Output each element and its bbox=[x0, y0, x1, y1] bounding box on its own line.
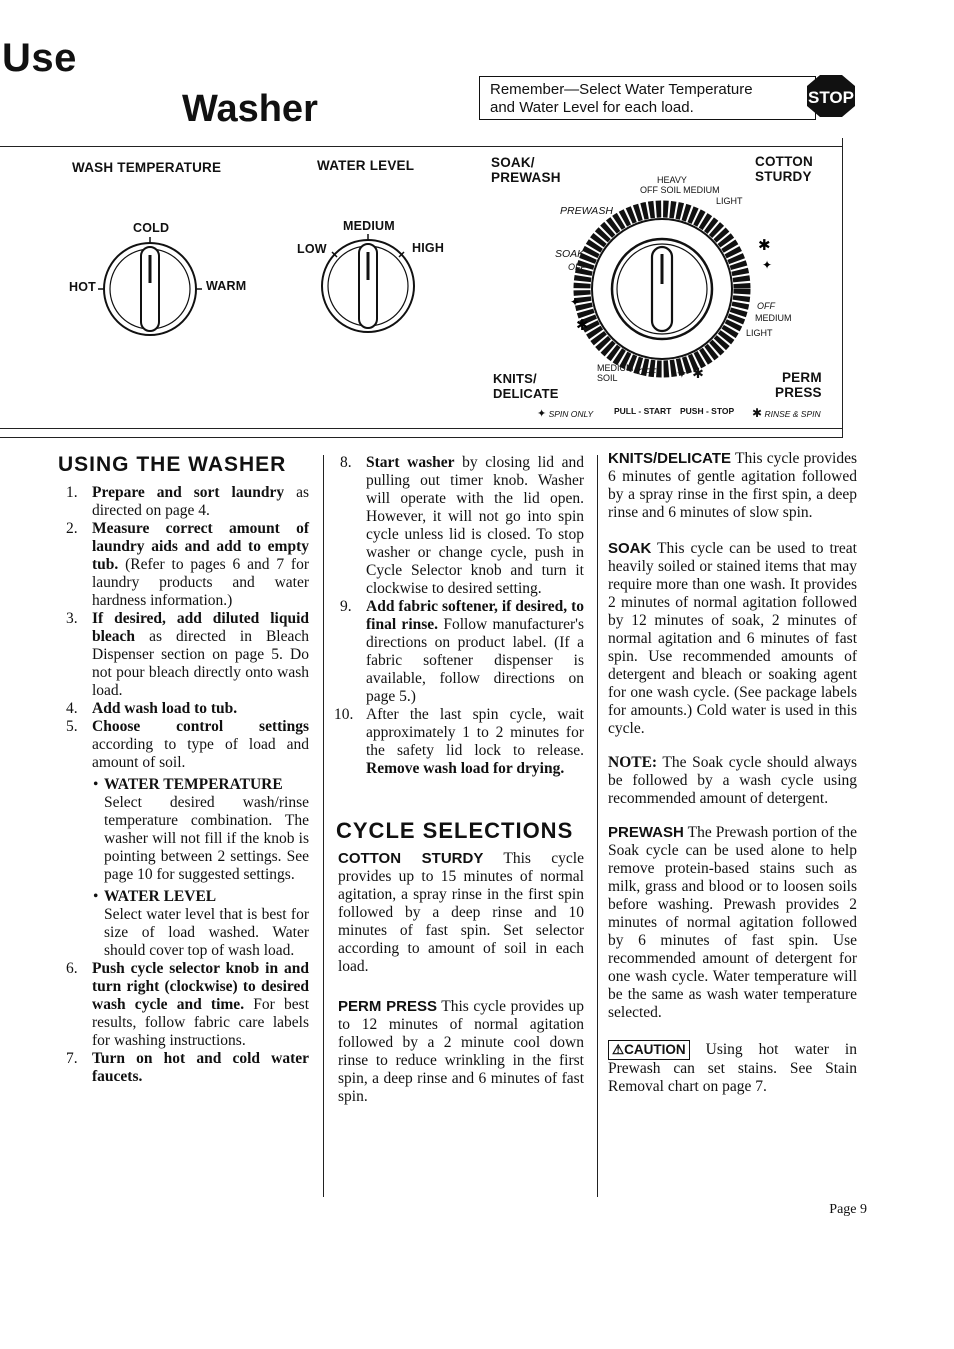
list-item bbox=[58, 700, 309, 718]
perm-press-text: This cycle provides up to 12 minutes of normal agitation followed by a 2 minute cool down rinse to reduce wrinkling in the first spin, a deep rinse and 6 minutes of fast spin. bbox=[338, 998, 584, 1105]
water-level-label: WATER LEVEL bbox=[317, 158, 415, 173]
list-number: 3. bbox=[66, 610, 78, 627]
temp-cold-label: COLD bbox=[133, 221, 170, 235]
reminder-line-1: Remember—Select Water Temperature bbox=[490, 81, 753, 98]
list-item bbox=[332, 598, 584, 706]
knits-delicate-paragraph bbox=[608, 450, 857, 522]
spin-icon: ✦ bbox=[762, 258, 773, 272]
press-line: PRESS bbox=[775, 385, 822, 400]
prewash-paragraph bbox=[608, 824, 857, 1022]
list-item-bold: Prepare and sort laundry bbox=[92, 484, 285, 501]
medium-soil-bottom-label bbox=[597, 363, 634, 383]
push-stop-label: PUSH - STOP bbox=[680, 406, 735, 416]
prewash-heading: PREWASH bbox=[608, 824, 684, 841]
list-item bbox=[58, 718, 309, 772]
note-paragraph bbox=[608, 754, 857, 808]
rinse-spin-icon: ✱ bbox=[576, 316, 589, 334]
list-item bbox=[58, 520, 309, 610]
list-number: 9. bbox=[340, 598, 352, 615]
column-divider-2 bbox=[597, 455, 598, 1197]
prewash-dial-label: PREWASH bbox=[560, 205, 613, 217]
diagram-bottom-rule-2 bbox=[0, 437, 843, 438]
medium-bottom-line: MEDIUM bbox=[597, 363, 634, 373]
knits-line: KNITS/ bbox=[493, 371, 537, 386]
knits-delicate-label bbox=[493, 371, 559, 401]
soil-bottom-line: SOIL bbox=[597, 373, 618, 383]
cycle-selector-knob[interactable] bbox=[568, 192, 773, 387]
list-number: 2. bbox=[66, 520, 78, 537]
list-number: 7. bbox=[66, 1050, 78, 1067]
perm-press-paragraph bbox=[338, 998, 584, 1106]
legend-rinse-spin bbox=[752, 406, 821, 420]
prewash-text: The Prewash portion of the Soak cycle can be used alone to help remove protein-based stains such as milk, grass and blood or to loosen soils before washing. Prewash provides 2 minutes of normal agitation followed by 6 minutes of fast spin. Use recommended amount of detergent for one wash cycle. Water temperature will be the same as wash water temperature selected. bbox=[608, 824, 857, 1021]
soak-prewash-line-2: PREWASH bbox=[491, 170, 561, 185]
list-item-text: After the last spin cycle, wait approximately 1 to 2 minutes for the safety lid lock to release. bbox=[366, 706, 584, 759]
legend-spin-only bbox=[537, 407, 593, 420]
heavy-label: HEAVY bbox=[657, 175, 687, 185]
perm-press-heading: PERM PRESS bbox=[338, 998, 438, 1015]
list-item-bold: Add wash load to tub. bbox=[92, 700, 238, 717]
knits-delicate-text: This cycle provides 6 minutes of gentle agitation followed by a spray rinse in the first spin, a deep rinse and 6 minutes of slow spin. bbox=[608, 450, 857, 521]
bullet-dot: • bbox=[93, 776, 99, 793]
spin-only-text: SPIN ONLY bbox=[548, 409, 594, 419]
medium-right-label: MEDIUM bbox=[755, 313, 792, 323]
list-item-bold: Turn on hot and cold water faucets. bbox=[92, 1050, 309, 1085]
sturdy-line: STURDY bbox=[755, 169, 812, 184]
list-item-bold: Add fabric softener, if desired, to final rinse. bbox=[366, 598, 584, 633]
list-item-bold: If desired, add diluted liquid bleach bbox=[92, 610, 309, 645]
soak-prewash-label bbox=[491, 155, 561, 185]
diagram-top-rule bbox=[0, 146, 843, 147]
list-item-bold: Push cycle selector knob in and turn right (clockwise) to desired wash cycle and time. bbox=[92, 960, 309, 1013]
perm-line: PERM bbox=[781, 370, 822, 385]
spin-icon: ✦ bbox=[570, 295, 581, 309]
list-number: 10. bbox=[334, 706, 354, 723]
water-level-knob[interactable] bbox=[310, 228, 430, 338]
knits-delicate-heading: KNITS/DELICATE bbox=[608, 450, 732, 467]
list-item-text: Follow manufacturer's directions on product label. (If a fabric softener dispenser is available, follow directions on page 5.) bbox=[366, 616, 584, 705]
off-bottom-label: OFF bbox=[638, 367, 656, 377]
list-number: 4. bbox=[66, 700, 78, 717]
delicate-line: DELICATE bbox=[493, 386, 559, 401]
column-divider-1 bbox=[323, 455, 324, 1197]
column-cycle-details bbox=[608, 450, 857, 1096]
off-left-label: OFF bbox=[568, 262, 586, 272]
diagram-right-rule bbox=[842, 138, 843, 438]
wash-temperature-knob[interactable] bbox=[90, 235, 210, 345]
temp-warm-label: WARM bbox=[206, 279, 247, 293]
reminder-box bbox=[479, 76, 816, 120]
list-item bbox=[58, 484, 309, 520]
page-title: Washer bbox=[182, 88, 318, 130]
wash-temperature-label: WASH TEMPERATURE bbox=[72, 160, 222, 175]
list-item-bold: Measure correct amount of laundry aids and add to empty tub. bbox=[92, 520, 309, 573]
bullet-heading: WATER LEVEL bbox=[104, 888, 217, 905]
level-high-label: HIGH bbox=[412, 241, 445, 255]
note-text: The Soak cycle should always be followed by a wash cycle using recommended amount of detergent. bbox=[608, 754, 857, 807]
stop-sign-icon bbox=[806, 74, 856, 118]
list-item-bold: Choose control settings bbox=[92, 718, 309, 735]
spin-icon: ✦ bbox=[537, 407, 547, 420]
rinse-spin-icon: ✱ bbox=[758, 236, 771, 254]
cotton-sturdy-heading: COTTON STURDY bbox=[338, 850, 484, 867]
list-item bbox=[58, 610, 309, 700]
rinse-spin-icon: ✱ bbox=[752, 406, 763, 420]
stop-sign-text: STOP bbox=[808, 88, 854, 107]
page-number: Page 9 bbox=[829, 1202, 867, 1217]
off-soil-medium-label: OFF SOIL MEDIUM bbox=[640, 185, 720, 195]
list-number: 8. bbox=[340, 454, 352, 471]
bullet-dot: • bbox=[93, 888, 99, 905]
caution-paragraph bbox=[608, 1040, 857, 1096]
cotton-sturdy-paragraph bbox=[338, 850, 584, 976]
bullet-text: Select water level that is best for size of load washed. Water should cover top of wash load. bbox=[104, 906, 309, 959]
soak-heading: SOAK bbox=[608, 540, 652, 557]
perm-press-label bbox=[775, 370, 822, 400]
cycle-selections-heading: CYCLE SELECTIONS bbox=[336, 818, 574, 843]
column-using-washer bbox=[58, 453, 310, 1086]
list-item bbox=[332, 706, 584, 778]
bullet-text: Select desired wash/rinse temperature combination. The washer will not fill if the knob is pointing between 2 settings. See page 10 for suggested settings. bbox=[104, 794, 309, 883]
off-right-label: OFF bbox=[757, 301, 775, 311]
pull-start-label: PULL - START bbox=[614, 406, 672, 416]
light-top-label: LIGHT bbox=[716, 196, 743, 206]
list-item-text: For best results, follow fabric care labels for washing instructions. bbox=[92, 996, 310, 1049]
list-number: 1. bbox=[66, 484, 78, 501]
list-number: 6. bbox=[66, 960, 78, 977]
soak-paragraph bbox=[608, 540, 857, 738]
soak-text: This cycle can be used to treat heavily soiled or stained items that may require more than one wash. It provides 2 minutes of normal agitation followed by 12 minutes of soak, 2 minutes of normal agitation and 6 minutes of fast spin. Use recommended amounts of detergent and bleach or soaking agent for one wash cycle. (See package labels for amounts.) Cold water is used in this cycle. bbox=[608, 540, 857, 737]
list-item bbox=[332, 454, 584, 598]
bullet-water-temperature bbox=[58, 776, 309, 794]
column-cycle-selections bbox=[332, 454, 584, 1106]
caution-badge: ⚠CAUTION bbox=[608, 1040, 690, 1060]
caution-text: Using hot water in Prewash can set stains. See Stain Removal chart on page 7. bbox=[608, 1041, 857, 1095]
note-heading: NOTE: bbox=[608, 754, 658, 771]
using-washer-heading: USING THE WASHER bbox=[58, 453, 287, 476]
list-item bbox=[58, 960, 309, 1050]
list-item bbox=[58, 1050, 309, 1086]
level-low-label: LOW bbox=[297, 242, 327, 256]
list-item-text: as directed on page 4. bbox=[92, 484, 309, 519]
bullet-heading: WATER TEMPERATURE bbox=[104, 776, 283, 793]
cotton-sturdy-text: This cycle provides up to 15 minutes of normal agitation, a spray rinse in the first spin followed by a deep rinse and 10 minutes of fast spin. Set selector according to amount of soil in each load. bbox=[338, 850, 584, 975]
cotton-line: COTTON bbox=[755, 154, 813, 169]
list-item-text: (Refer to pages 6 and 7 for laundry products and water hardness information.) bbox=[92, 556, 309, 609]
section-title: Use bbox=[2, 36, 77, 80]
rinse-spin-text: RINSE & SPIN bbox=[764, 409, 821, 419]
reminder-line-2: and Water Level for each load. bbox=[490, 99, 694, 116]
cotton-sturdy-label bbox=[755, 154, 813, 184]
soak-prewash-line-1: SOAK/ bbox=[491, 155, 535, 170]
list-item-bold: Remove wash load for drying. bbox=[366, 760, 565, 777]
level-medium-label: MEDIUM bbox=[343, 219, 395, 233]
list-item-bold: Start washer bbox=[366, 454, 455, 471]
spin-icon: ✦ ✱ bbox=[676, 366, 704, 382]
temp-hot-label: HOT bbox=[69, 280, 96, 294]
diagram-bottom-rule-1 bbox=[0, 428, 843, 429]
list-number: 5. bbox=[66, 718, 78, 735]
light-right-label: LIGHT bbox=[746, 328, 773, 338]
bullet-water-level bbox=[58, 888, 309, 906]
list-item-text: by closing lid and pulling out timer knob. Washer will operate with the lid open. However, it will not go into spin cycle unless lid is closed. To stop washer or change cycle, push in Cycle Selector knob and turn it clockwise to desired setting. bbox=[366, 454, 584, 597]
list-item-text: according to type of load and amount of soil. bbox=[92, 736, 309, 771]
list-item-text: as directed in Bleach Dispenser section on page 5. Do not pour bleach directly onto wash load. bbox=[92, 628, 309, 699]
soak-dial-label: SOAK bbox=[555, 248, 585, 260]
